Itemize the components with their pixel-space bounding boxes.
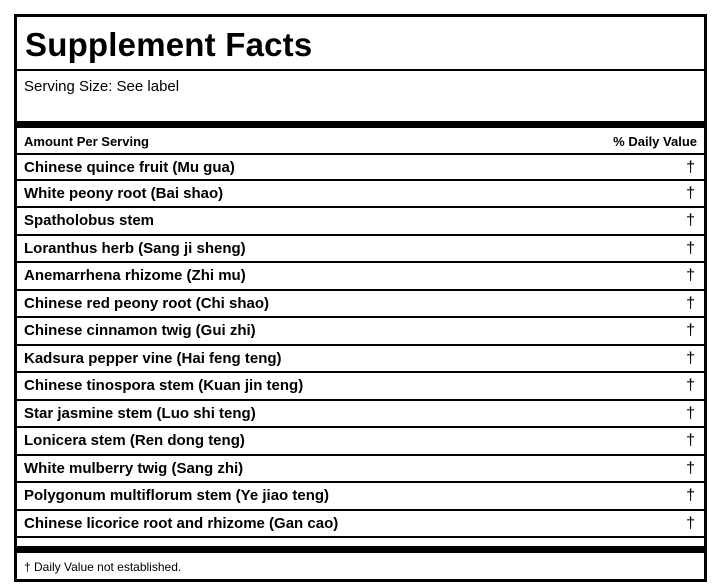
ingredient-daily-value: † (686, 514, 695, 532)
ingredient-daily-value: † (686, 294, 695, 312)
ingredient-name: Chinese cinnamon twig (Gui zhi) (24, 322, 256, 339)
title-divider (17, 69, 704, 71)
ingredient-daily-value: † (686, 432, 695, 449)
supplement-facts-panel (14, 14, 707, 582)
ingredient-daily-value: † (686, 322, 695, 339)
ingredient-row (17, 346, 704, 374)
ingredient-daily-value: † (686, 239, 695, 257)
ingredient-list (17, 153, 704, 538)
ingredient-name: Polygonum multiflorum stem (Ye jiao teng) (24, 487, 330, 504)
daily-value-header: % Daily Value (613, 134, 697, 149)
ingredient-daily-value: † (686, 159, 695, 176)
ingredient-daily-value: † (686, 349, 695, 367)
ingredient-name: Chinese red peony root (Chi shao) (24, 294, 270, 312)
ingredient-daily-value: † (686, 267, 695, 284)
ingredient-name: Chinese quince fruit (Mu gua) (24, 159, 235, 176)
ingredient-daily-value: † (686, 487, 695, 504)
ingredient-row (17, 236, 704, 264)
ingredient-row (17, 401, 704, 429)
ingredient-daily-value: † (686, 377, 695, 394)
ingredient-row (17, 373, 704, 401)
ingredient-name: Lonicera stem (Ren dong teng) (24, 432, 245, 449)
ingredient-daily-value: † (686, 404, 695, 422)
ingredient-row (17, 263, 704, 291)
panel-title: Supplement Facts (25, 26, 313, 63)
ingredient-daily-value: † (686, 459, 695, 477)
thick-divider-top (17, 121, 704, 128)
footnote: † Daily Value not established. (24, 560, 182, 574)
ingredient-row (17, 511, 704, 539)
thick-divider-bottom (17, 546, 704, 553)
amount-per-serving-header: Amount Per Serving (24, 134, 149, 149)
ingredient-row (17, 291, 704, 319)
ingredient-row (17, 181, 704, 209)
ingredient-name: Loranthus herb (Sang ji sheng) (24, 239, 246, 257)
ingredient-row (17, 208, 704, 236)
column-header-row (24, 133, 697, 151)
ingredient-row (17, 318, 704, 346)
ingredient-name: Chinese licorice root and rhizome (Gan cao) (24, 514, 339, 532)
ingredient-name: Chinese tinospora stem (Kuan jin teng) (24, 377, 304, 394)
ingredient-row (17, 483, 704, 511)
ingredient-row (17, 153, 704, 181)
ingredient-row (17, 428, 704, 456)
ingredient-name: White peony root (Bai shao) (24, 184, 224, 202)
serving-size: Serving Size: See label (24, 78, 180, 95)
ingredient-name: White mulberry twig (Sang zhi) (24, 459, 244, 477)
ingredient-name: Anemarrhena rhizome (Zhi mu) (24, 267, 246, 284)
ingredient-name: Star jasmine stem (Luo shi teng) (24, 404, 256, 422)
ingredient-name: Kadsura pepper vine (Hai feng teng) (24, 349, 282, 367)
ingredient-row (17, 456, 704, 484)
ingredient-name: Spatholobus stem (24, 212, 155, 229)
ingredient-daily-value: † (686, 184, 695, 202)
ingredient-daily-value: † (686, 212, 695, 229)
